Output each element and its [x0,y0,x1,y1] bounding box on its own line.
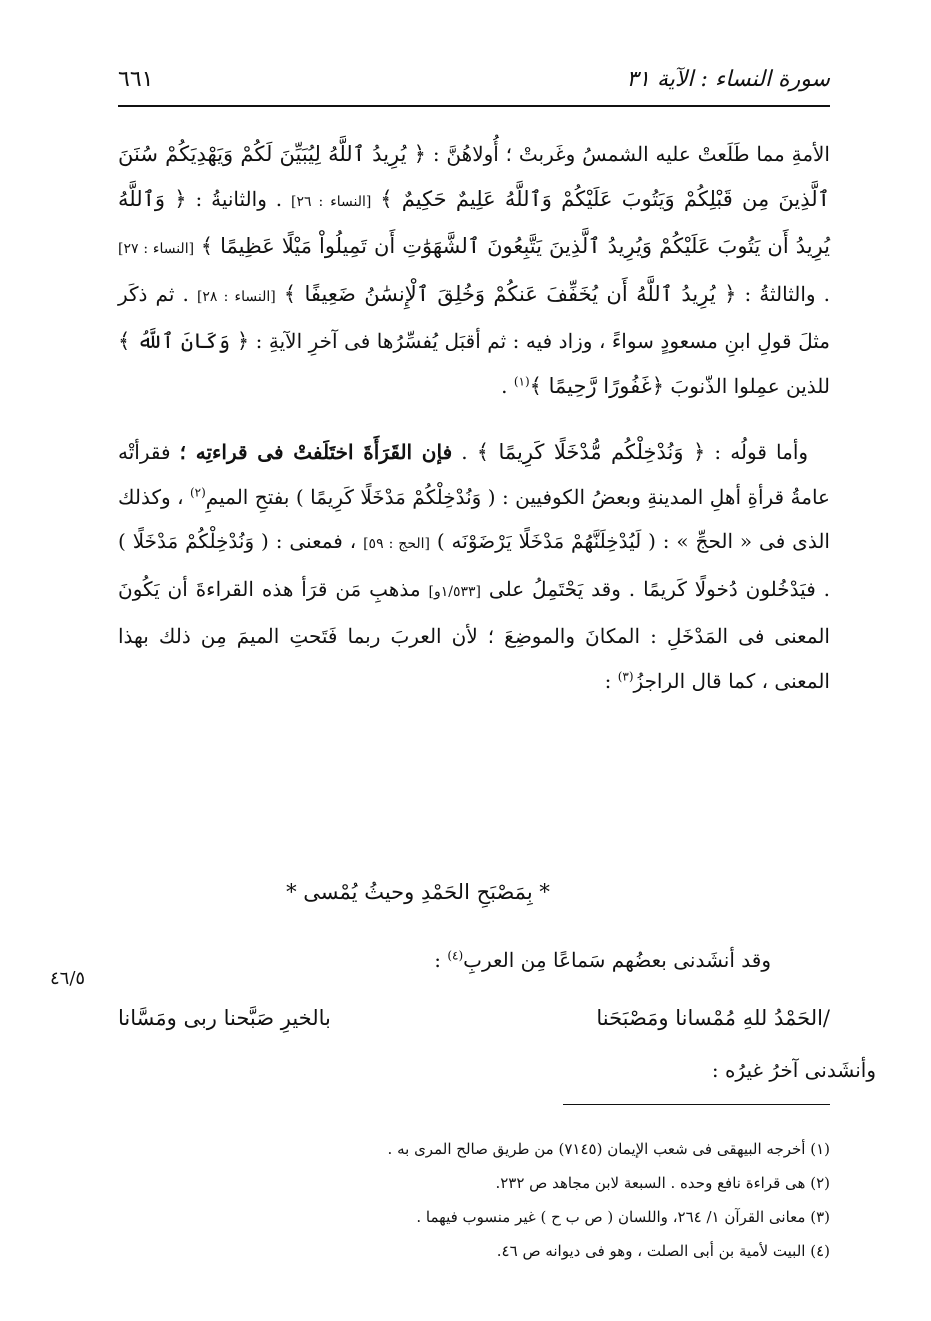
footnote-marker: (٤) [447,948,464,963]
text-segment: : [604,668,612,693]
bold-heading: فإن القَرَأَةَ اختَلَفتْ فى قراءتِه ؛ [179,440,453,464]
header-title: سورة النساء : الآية ٣١ [626,66,830,92]
text-segment: فقرأتْه عامةُ قرأةِ أهلِ المدينةِ وبعضُ الكوفيين : ( وَنُدْخِلْكُمْ مَدْخَلًا كَرِيمًا ) بفتحِ الميمِ [118,440,830,509]
manuscript-reference: [١/٥٣٣و] [428,583,481,600]
footnote: (٣) معانى القرآن ١/ ٢٦٤، واللسان ( ص ب ح ) غير منسوب فيهما . [416,1208,830,1226]
footnotes [118,1132,830,1268]
text-segment: ، فمعنى : ( وَنُدْخِلْكُمْ مَدْخَلًا ) . فيَدْخُلون دُخولًا كَريمًا . وقد يَحْتَمِلُ على [118,529,831,601]
footnote-marker: (١) [513,373,530,388]
recitation-line-2: وأنشَدنى آخرُ غيرُه : [711,1058,876,1082]
text-segment: . ثم ذكَر مثلَ قولِ ابنِ مسعودٍ سواءً ، وزاد فيه : ثم أقبَل يُفسِّرُها فى آخرِ الآيةِ : [118,281,830,353]
verse-reference: [النساء : ٢٨] [196,288,276,305]
text-segment: للذين عمِلوا الذّنوبَ [670,373,830,398]
text-segment: مذهبِ مَن قرَأ هذه القراءةَ أن يَكُونَ المعنى فى المَدْخَلِ : المكانَ والموضِعَ ؛ لأن العربَ ربما فَتَحتِ الميمَ مِن ذلك بهذا المعنى ، كما قال الراجزُ [118,576,830,693]
text-segment: وقد أنشَدنى بعضُهم سَماعًا مِن العربِ [463,948,771,972]
text-segment: . والثانيةُ : [195,186,283,211]
quran-verse: ﴿ وَٱللَّهُ يُرِيدُ أَن يَتُوبَ عَلَيْكُمْ وَيُرِيدُ ٱلَّذِينَ يَتَّبِعُونَ ٱلشَّهَوَٰتِ أَن تَمِيلُواْ مَيْلًا عَظِيمًا ﴾ [118,186,831,258]
header-rule [118,105,830,107]
verse-reference: [النساء : ٢٦] [291,193,372,210]
paragraph-1 [118,132,830,408]
quran-verse: ﴿ وَنُدْخِلْكُم مُّدْخَلًا كَرِيمًا ﴾ [476,440,706,464]
running-header [118,58,830,100]
text-segment: ، وكذلك الذى فى « الحجِّ » : ( لَيُدْخِلَنَّهُمْ مَدْخَلًا يَرْضَوْنَه ) [118,484,830,553]
quran-verse: ﴿غَفُورًا رَّحِيمًا ﴾ [529,373,665,398]
hemistich-first: /الحَمْدُ للهِ مُمْسانا ومَصْبَحَنا [596,1006,830,1030]
verse-reference: [الحج : ٥٩] [363,536,430,552]
text-segment: . [501,373,508,398]
hemistich-second: بالخيرِ صَبَّحنا ربى ومَسَّانا [118,1006,331,1030]
paragraph-2 [118,430,830,703]
footnote: (١) أخرجه البيهقى فى شعب الإيمان (٧١٤٥) من طريق صالح المرى به . [387,1140,830,1158]
poetry-verse-2 [118,996,830,1040]
quran-verse: ﴿ وَكَانَ ٱللَّهُ ﴾ [118,329,250,353]
text-segment: . والثالثةُ : [744,281,830,306]
margin-note: ٤٦/٥ [50,968,86,989]
footnote: (٤) البيت لأمية بن أبى الصلت ، وهو فى ديوانه ص ٤٦. [496,1242,830,1260]
text-segment: الأمةِ مما طَلَعتْ عليه الشمسُ وغَربتْ ؛ أُولاهُنَّ : [432,142,830,166]
text-segment: : [434,948,441,972]
text-segment: وأما قولُه : [714,440,809,464]
page-number: ٦٦١ [118,66,154,92]
recitation-line [171,940,771,980]
footnote-marker: (٣) [617,668,634,683]
quran-verse: ﴿ يُرِيدُ ٱللَّهُ لِيُبَيِّنَ لَكُمْ وَيَهْدِيَكُمْ سُنَنَ ٱلَّذِينَ مِن قَبْلِكُمْ وَيَتُوبَ عَلَيْكُمْ وَٱللَّهُ عَلِيمٌ حَكِيمٌ ﴾ [118,142,830,211]
main-text [118,132,830,703]
quran-verse: ﴿ يُرِيدُ ٱللَّهُ أَن يُخَفِّفَ عَنكُمْ وَخُلِقَ ٱلْإِنسَٰنُ ضَعِيفًا ﴾ [283,281,737,306]
text-segment: . [461,440,468,464]
footnote-marker: (٢) [189,484,206,499]
poetry-verse-1: * بِمَصْبَحِ الحَمْدِ وحيثُ يُمْسى * [286,880,550,904]
footnote: (٢) هى قراءة نافع وحده . السبعة لابن مجاهد ص ٢٣٢. [495,1174,830,1192]
verse-reference: [النساء : ٢٧] [118,241,195,257]
footnote-rule [563,1104,830,1105]
